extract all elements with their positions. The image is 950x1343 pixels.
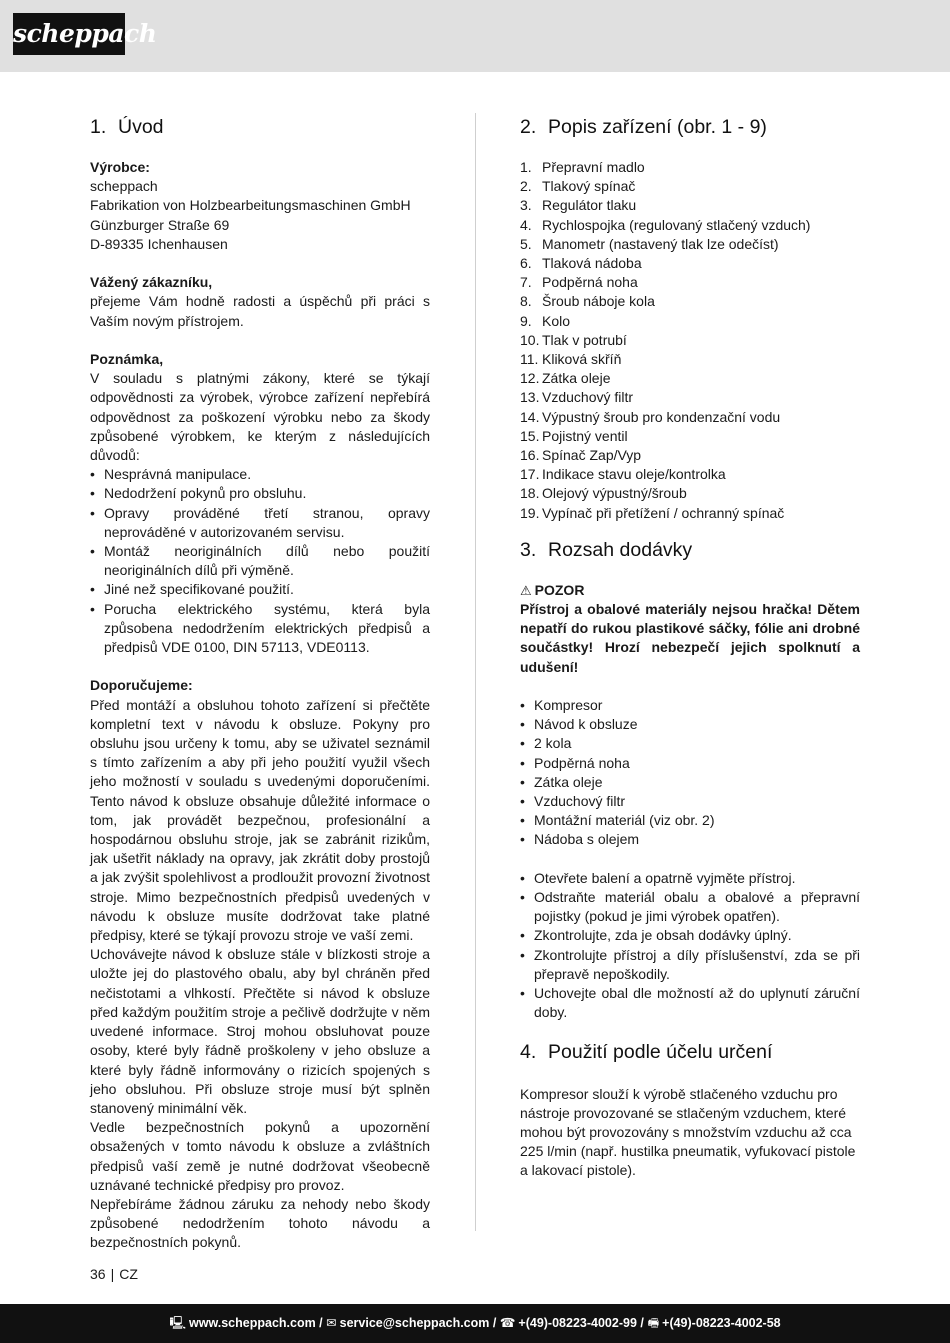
list-item: 17. Indikace stavu oleje/kontrolka: [520, 466, 726, 483]
list-item: 9. Kolo: [520, 312, 571, 329]
list-item: 1. Přepravní madlo: [520, 159, 645, 175]
fax-icon: 🖷: [647, 1316, 660, 1330]
page-number: 36 | CZ: [90, 1266, 138, 1282]
warning-triangle-icon: ⚠: [520, 582, 532, 598]
column-divider: [475, 113, 476, 1231]
list-item: • Uchovejte obal dle možností až do uplynutí záruční doby.: [520, 984, 860, 1022]
warning-text: Přístroj a obalové materiály nejsou hračka! Dětem nepatří do rukou plastikové sáčky, fólie ani drobné součástky! Hrozí nebezpečí jejich spolknutí a udušení!: [520, 601, 860, 675]
list-item: 3. Regulátor tlaku: [520, 197, 637, 214]
list-item: • Vzduchový filtr: [520, 792, 860, 811]
list-item: 18. Olejový výpustný/šroub: [520, 485, 687, 502]
footer-web: www.scheppach.com /: [189, 1316, 323, 1330]
recommend-label: Doporučujeme:: [90, 677, 193, 694]
list-item: 15. Pojistný ventil: [520, 427, 628, 444]
list-item: • Montáž neoriginálních dílů nebo použití neoriginálních dílů při výměně.: [90, 542, 430, 580]
scheppach-logo: scheppach: [13, 13, 125, 55]
list-item: 16. Spínač Zap/Vyp: [520, 447, 642, 464]
section-2-heading: 2. Popis zařízení (obr. 1 - 9): [520, 116, 767, 138]
manufacturer-line: scheppach: [90, 178, 158, 195]
list-item: • Kompresor: [520, 696, 860, 715]
recommend-paragraph: Uchovávejte návod k obsluze stále v blízkosti stroje a uložte jej do plastového obalu, aby byl chráněn před nečistotami a vlhkostí. Přečtěte si návod k obsluze před každým použitím stroje a pečlivě dodržujte v něm uvedené informace. Stroj mohou obsluhovat pouze osoby, které byly řádně proškoleny v jeho obsluze a které byly řádně informovány o rizicích spojených s jeho obsluhou. Při obsluze stroje musí být splněn stanovený minimální věk.: [90, 946, 430, 1116]
list-item: • Nádoba s olejem: [520, 830, 860, 849]
recommend-paragraph: Před montáží a obsluhou tohoto zařízení si přečtěte kompletní text v návodu k obsluze. Pokyny pro obsluhu jsou určeny k tomu, aby se uživatel seznámil s tímto zařízením a aby při jeho použití využil všech jeho možností v souladu s uvedenými doporučeními. Tento návod k obsluze obsahuje důležité informace o tom, jak provádět bezpečnou, profesionální a hospodárnou obsluhu stroje, jak se zabránit rizikům, jak ušetřit náklady na opravy, jak zkrátit doby prostojů a jak zvýšit spolehlivost a prodloužit provozní životnost stroje. Mimo bezpečnostních předpisů uvedených v návodu k obsluze musíte dodržovat take platné předpisy, které se týkají provozu stroje ve vaší zemi.: [90, 696, 430, 944]
list-item: 8. Šroub náboje kola: [520, 293, 655, 310]
delivery-list: [520, 696, 860, 850]
list-item: • Zátka oleje: [520, 773, 860, 792]
list-item: • 2 kola: [520, 734, 860, 753]
footer-email: service@scheppach.com /: [339, 1316, 497, 1330]
section-3-heading: 3. Rozsah dodávky: [520, 538, 693, 561]
list-item: 14. Výpustný šroub pro kondenzační vodu: [520, 408, 781, 425]
recommend-paragraph: Nepřebíráme žádnou záruku za nehody nebo škody způsobené nedodržením tohoto návodu a bezpečnostních pokynů.: [90, 1195, 430, 1251]
list-item: 19. Vypínač při přetížení / ochranný spínač: [520, 504, 785, 521]
left-column: [90, 114, 430, 1253]
recommend-paragraph: Vedle bezpečnostních pokynů a upozornění obsažených v tomto návodu k obsluze a zvláštních předpisů vaší země je nutné dodržovat všeobecně uznávané technické předpisy pro provoz.: [90, 1119, 430, 1193]
list-item: • Otevřete balení a opatrně vyjměte přístroj.: [520, 869, 860, 888]
note-label: Poznámka,: [90, 351, 164, 367]
email-icon: ✉: [326, 1316, 337, 1330]
list-item: • Porucha elektrického systému, která byla způsobena nedodržením elektrických předpisů a předpisů VDE 0100, DIN 57113, VDE0113.: [90, 600, 430, 658]
list-item: • Zkontrolujte přístroj a díly příslušenství, zda se při přepravě nepoškodily.: [520, 946, 860, 984]
manufacturer-line: Günzburger Straße 69: [90, 216, 230, 233]
dear-customer-label: Vážený zákazníku,: [90, 274, 213, 291]
list-item: • Opravy prováděné třetí stranou, opravy neprováděné v autorizovaném servisu.: [90, 504, 430, 542]
parts-list: [520, 158, 860, 523]
footer-phone: +(49)-08223-4002-99 /: [518, 1316, 644, 1330]
list-item: 7. Podpěrná noha: [520, 274, 638, 291]
unpack-list: [520, 869, 860, 1023]
intended-use-text: Kompresor slouží k výrobě stlačeného vzduchu pro nástroje provozované se stlačeným vzduchem, které mohou být provozovány s množstvím vzduchu až cca 225 l/min (např. hustilka pneumatik, vyfukovací pistole a lakovací pistole).: [520, 1085, 856, 1179]
manufacturer-line: Fabrikation von Holzbearbeitungsmaschinen GmbH: [90, 197, 411, 214]
list-item: 4. Rychlospojka (regulovaný stlačený vzduch): [520, 216, 811, 233]
list-item: 11. Kliková skříň: [520, 351, 622, 368]
list-item: • Podpěrná noha: [520, 754, 860, 773]
list-item: 5. Manometr (nastavený tlak lze odečíst): [520, 235, 779, 252]
list-item: 2. Tlakový spínač: [520, 178, 636, 195]
right-column: [520, 114, 860, 1181]
warning-label: ⚠ POZOR: [520, 581, 585, 598]
note-list: [90, 465, 430, 657]
list-item: 12. Zátka oleje: [520, 370, 611, 387]
section-1-heading: 1. Úvod: [90, 116, 164, 138]
note-text: V souladu s platnými zákony, které se týkají odpovědnosti za výrobek, výrobce zařízení nepřebírá odpovědnost za poškození výrobku nebo za škody způsobené výrobkem, ke kterým z následujících důvodů:: [90, 370, 430, 464]
list-item: • Nedodržení pokynů pro obsluhu.: [90, 484, 430, 503]
list-item: • Zkontrolujte, zda je obsah dodávky úplný.: [520, 926, 860, 945]
page-header: [0, 0, 950, 72]
computer-icon: 🖳: [169, 1316, 187, 1330]
footer-fax: +(49)-08223-4002-58: [662, 1316, 781, 1330]
list-item: 10. Tlak v potrubí: [520, 331, 627, 348]
list-item: • Jiné než specifikované použití.: [90, 580, 430, 599]
list-item: • Nesprávná manipulace.: [90, 465, 430, 484]
manufacturer-label: Výrobce:: [90, 159, 150, 175]
list-item: 13. Vzduchový filtr: [520, 389, 634, 406]
list-item: 6. Tlaková nádoba: [520, 255, 642, 272]
section-4-heading: 4. Použití podle účelu určení: [520, 1040, 773, 1063]
page-footer: [0, 1304, 950, 1343]
list-item: • Montážní materiál (viz obr. 2): [520, 811, 860, 830]
list-item: • Návod k obsluze: [520, 715, 860, 734]
dear-customer-text: přejeme Vám hodně radosti a úspěchů při práci s Vaším novým přístrojem.: [90, 293, 430, 329]
phone-icon: ☎: [499, 1316, 516, 1330]
list-item: • Odstraňte materiál obalu a obalové a přepravní pojistky (pokud je jimi výrobek opatřen).: [520, 888, 860, 926]
manufacturer-line: D-89335 Ichenhausen: [90, 235, 228, 252]
